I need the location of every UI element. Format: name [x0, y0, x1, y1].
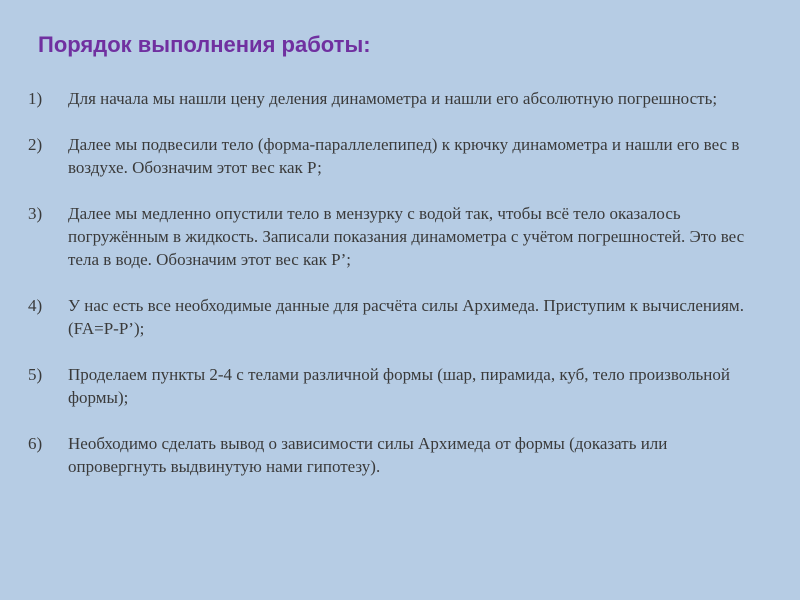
step-text: Проделаем пункты 2-4 с телами различной формы (шар, пирамида, куб, тело произвольной формы); [68, 365, 731, 407]
step-item [28, 363, 748, 409]
step-item [28, 432, 748, 478]
step-number: 6) [28, 434, 43, 453]
step-item [28, 133, 748, 179]
step-text: Необходимо сделать вывод о зависимости силы Архимеда от формы (доказать или опровергнуть выдвинутую нами гипотезу). [68, 434, 668, 476]
slide-title: Порядок выполнения работы: [38, 32, 371, 57]
step-item [28, 202, 748, 271]
step-text: Далее мы подвесили тело (форма-параллелепипед) к крючку динамометра и нашли его вес в воздухе. Обозначим этот вес как Р; [68, 135, 740, 177]
step-number: 1) [28, 89, 43, 108]
step-text: У нас есть все необходимые данные для расчёта силы Архимеда. Приступим к вычислениям. (FA=P-P’); [68, 296, 744, 338]
step-number: 3) [28, 204, 43, 223]
step-text: Для начала мы нашли цену деления динамометра и нашли его абсолютную погрешность; [68, 89, 718, 108]
step-number: 4) [28, 296, 43, 315]
steps-list [28, 87, 748, 501]
step-number: 5) [28, 365, 43, 384]
step-item [28, 294, 748, 340]
step-text: Далее мы медленно опустили тело в мензурку с водой так, чтобы всё тело оказалось погружённым в жидкость. Записали показания динамометра с учётом погрешностей. Это вес тела в воде. Обозначим этот вес как Р’; [68, 204, 745, 269]
step-number: 2) [28, 135, 43, 154]
step-item [28, 87, 748, 110]
